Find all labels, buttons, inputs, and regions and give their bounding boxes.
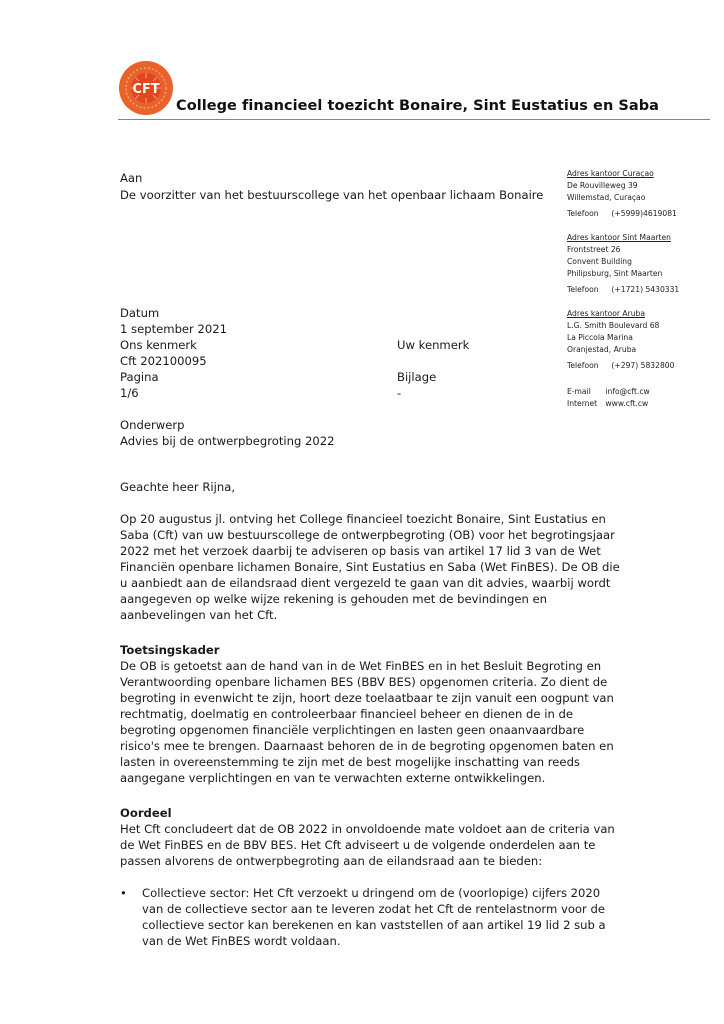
svg-text:CFT: CFT [132,82,160,97]
section-text-oordeel: Het Cft concludeert dat de OB 2022 in onvoldoende mate voldoet aan de criteria van de Wet FinBES en de BBV BES. Het Cft adviseert u de volgende onderdelen aan te passen alvorens de ontwerpbegroting aan de eilandsraad aan te bieden: [120,822,615,868]
attachment-label: Bijlage [397,370,437,384]
section-heading-toetsingskader: Toetsingskader [120,643,220,657]
office-address-line: Convent Building [567,256,632,266]
addressee-recipient: De voorzitter van het bestuurscollege van het openbaar lichaam Bonaire [120,188,544,202]
office-address-line: De Rouvilleweg 39 [567,180,638,190]
phone-number: (+5999)4619081 [611,209,677,219]
office-title: Adres kantoor Sint Maarten [567,233,671,243]
office-sint-maarten [567,232,717,296]
phone-number: (+1721) 5430331 [611,285,680,295]
letter-body [120,479,620,949]
addressee-label: Aan [120,171,143,185]
office-address-line: Willemstad, Curaçao [567,192,646,202]
office-phone [567,208,717,220]
office-curacao [567,168,717,220]
page-value: 1/6 [120,386,139,400]
office-title: Adres kantoor Curaçao [567,169,654,178]
intro-paragraph: Op 20 augustus jl. ontving het College financieel toezicht Bonaire, Sint Eustatius en Saba (Cft) van uw bestuurscollege de ontwerpbegroting (OB) voor het begrotingsjaar 2022 met het verzoek daarbij te adviseren op basis van artikel 17 lid 3 van de Wet Financiën openbare lichamen Bonaire, Sint Eustatius en Saba (Wet FinBES). De OB die u aanbiedt aan de eilandsraad dient vergezeld te gaan van dit advies, waarbij wordt aangegeven op welke wijze rekening is gehouden met de bevindingen en aanbevelingen van het Cft. [120,512,620,622]
letter-metadata-right [397,337,469,401]
bullet-icon: • [120,886,127,900]
office-address-line: Philipsburg, Sint Maarten [567,268,663,278]
advice-list [120,885,620,949]
office-address-line: Frontstreet 26 [567,244,621,254]
date-label: Datum [120,306,160,320]
phone-number: (+297) 5832800 [611,361,675,371]
cft-seal-icon [118,60,174,116]
office-aruba [567,308,717,372]
addressee-block [120,170,543,204]
attachment-value: - [397,386,402,400]
email-link[interactable]: info@cft.cw [605,387,650,397]
letter-metadata [120,305,227,401]
website-link[interactable]: www.cft.cw [605,398,649,408]
phone-label: Telefoon [567,209,599,219]
organization-title: College financieel toezicht Bonaire, Sint Eustatius en Saba [176,98,660,114]
subject-block [120,417,335,449]
office-address-line: La Piccola Marina [567,332,633,342]
email-label: E-mail [567,387,591,397]
office-phone [567,360,717,372]
office-title: Adres kantoor Aruba [567,309,646,319]
section-text-toetsingskader: De OB is getoetst aan de hand van in de Wet FinBES en in het Besluit Begroting en Verantwoording openbare lichamen BES (BBV BES) opgenomen criteria. Zo dient de begroting in evenwicht te zijn, hoort deze toelaatbaar te zijn vanuit een oogpunt van rechtmatig, doelmatig en controleerbaar financieel beheer en dienen de in de begroting opgenomen financiële verplichtingen en lasten geen onaanvaardbare risico's mee te brengen. Daarnaast behoren de in de begroting opgenomen baten en lasten in overeenstemming te zijn met de best mogelijke inschatting van reeds aangegane verplichtingen en van te verwachten externe ontwikkelingen. [120,659,614,785]
date-value: 1 september 2021 [120,322,228,336]
office-addresses [567,168,717,410]
salutation: Geachte heer Rijna, [120,480,236,494]
our-reference-value: Cft 202100095 [120,354,207,368]
internet-label: Internet [567,398,598,408]
phone-label: Telefoon [567,285,599,295]
page-label: Pagina [120,370,159,384]
list-item-text: Collectieve sector: Het Cft verzoekt u dringend om de (voorlopige) cijfers 2020 van de collectieve sector aan te leveren zodat het Cft de rentelastnorm voor de collectieve sector kan berekenen en kan vaststellen of aan artikel 19 lid 2 sub a van de Wet FinBES wordt voldaan. [142,886,606,948]
list-item [120,885,620,949]
office-phone [567,284,717,296]
subject-value: Advies bij de ontwerpbegroting 2022 [120,434,335,448]
cft-logo [118,60,174,116]
header-divider [118,119,710,120]
office-address-line: L.G. Smith Boulevard 68 [567,320,660,330]
office-address-line: Oranjestad, Aruba [567,344,637,354]
phone-label: Telefoon [567,361,599,371]
your-reference-label: Uw kenmerk [397,338,470,352]
our-reference-label: Ons kenmerk [120,338,197,352]
contact-info [567,386,717,410]
your-reference-value [397,353,469,369]
subject-label: Onderwerp [120,418,185,432]
section-heading-oordeel: Oordeel [120,806,172,820]
